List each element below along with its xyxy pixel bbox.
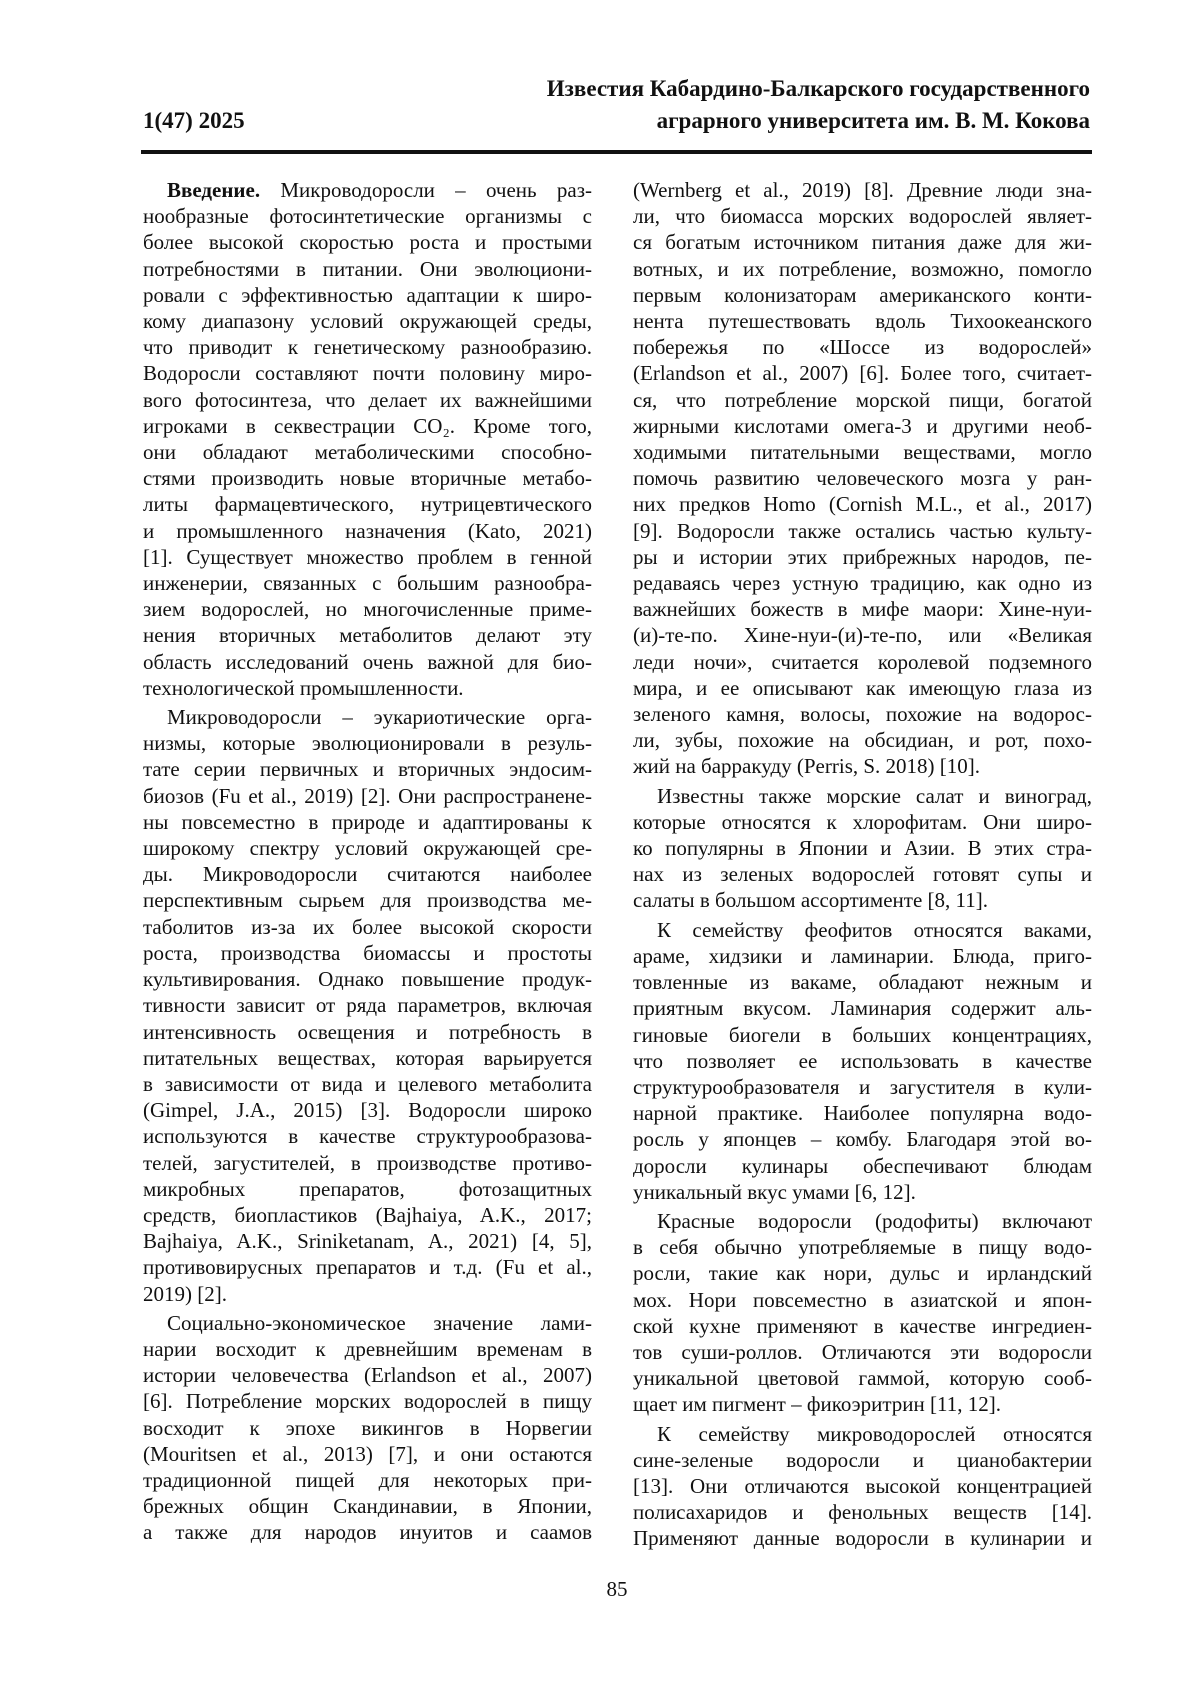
- text-line: редаваясь через устную традицию, как одно из: [633, 570, 1092, 596]
- text-line: перспективным сырьем для производства ме-: [143, 887, 592, 913]
- text-line: гиновые биогели в больших концентрациях,: [633, 1022, 1092, 1048]
- text-line: [143, 177, 592, 203]
- text-line: нента путешествовать вдоль Тихоокеанского: [633, 308, 1092, 334]
- text-line: культивирования. Однако повышение продук-: [143, 966, 592, 992]
- text-line: тов суши-роллов. Отличаются эти водоросли: [633, 1339, 1092, 1365]
- text-line: вотных, и их потребление, возможно, помогло: [633, 256, 1092, 282]
- text-line: брежных общин Скандинавии, в Японии,: [143, 1493, 592, 1519]
- text-line: первым колонизаторам американского конти-: [633, 282, 1092, 308]
- text-line: них предков Homo (Cornish M.L., et al., 2017): [633, 491, 1092, 517]
- text-line: ся богатым источником питания даже для жи-: [633, 229, 1092, 255]
- text-line: что приводит к генетическому разнообразию.: [143, 334, 592, 360]
- text-line: араме, хидзики и ламинарии. Блюда, приго-: [633, 943, 1092, 969]
- text-line: ры и истории этих прибрежных народов, пе-: [633, 544, 1092, 570]
- text-line: широкому спектру условий окружающей сре-: [143, 835, 592, 861]
- text-line: доросли кулинары обеспечивают блюдам: [633, 1153, 1092, 1179]
- text-line: технологической промышленности.: [143, 675, 592, 701]
- text-span: Микроводоросли – очень раз-: [260, 178, 592, 202]
- text-line: ской кухне применяют в качестве ингредиен-: [633, 1313, 1092, 1339]
- text-line: тате серии первичных и вторичных эндосим-: [143, 756, 592, 782]
- paragraph: [143, 704, 592, 1307]
- paragraph: [143, 1310, 592, 1546]
- text-line: нарии восходит к древнейшим временам в: [143, 1336, 592, 1362]
- text-line: ли, что биомасса морских водорослей являет-: [633, 203, 1092, 229]
- paragraph: [633, 1208, 1092, 1418]
- text-line: в зависимости от вида и целевого метаболита: [143, 1071, 592, 1097]
- text-line: жий на барракуду (Perris, S. 2018) [10].: [633, 753, 1092, 779]
- text-line: [13]. Они отличаются высокой концентрацией: [633, 1473, 1092, 1499]
- text-line: интенсивность освещения и потребность в: [143, 1019, 592, 1045]
- text-line: а также для народов инуитов и саамов: [143, 1519, 592, 1545]
- text-line: более высокой скоростью роста и простыми: [143, 229, 592, 255]
- text-line: кому диапазону условий окружающей среды,: [143, 308, 592, 334]
- paragraph: [633, 177, 1092, 780]
- text-line: уникальный вкус умами [6, 12].: [633, 1179, 1092, 1205]
- text-line: которые относятся к хлорофитам. Они широ-: [633, 809, 1092, 835]
- paragraph: [633, 1421, 1092, 1552]
- text-line: товленные из вакаме, обладают нежным и: [633, 969, 1092, 995]
- text-line: Известны также морские салат и виноград,: [633, 783, 1092, 809]
- text-line: стями производить новые вторичные метабо-: [143, 465, 592, 491]
- text-line: (Mouritsen et al., 2013) [7], и они остаются: [143, 1441, 592, 1467]
- text-line: ко популярны в Японии и Азии. В этих стра-: [633, 835, 1092, 861]
- text-line: биозов (Fu et al., 2019) [2]. Они распространене-: [143, 783, 592, 809]
- text-line: салаты в большом ассортименте [8, 11].: [633, 887, 1092, 913]
- text-line: телей, загустителей, в производстве противо-: [143, 1150, 592, 1176]
- text-line: литы фармацевтического, нутрицевтического: [143, 491, 592, 517]
- text-line: используются в качестве структурообразова-: [143, 1123, 592, 1149]
- paragraph: [143, 177, 592, 701]
- text-line: Водоросли составляют почти половину миро-: [143, 360, 592, 386]
- text-line: ли, зубы, похожие на обсидиан, и рот, похо-: [633, 727, 1092, 753]
- text-line: ны повсеместно в природе и адаптированы к: [143, 809, 592, 835]
- right-column: [633, 177, 1092, 1555]
- text-line: потребностями в питании. Они эволюциони-: [143, 256, 592, 282]
- text-line: низмы, которые эволюционировали в резуль-: [143, 730, 592, 756]
- text-line: таболитов из-за их более высокой скорости: [143, 914, 592, 940]
- text-line: 2019) [2].: [143, 1281, 592, 1307]
- text-line: Социально-экономическое значение лами-: [143, 1310, 592, 1336]
- left-column: [143, 177, 592, 1549]
- text-line: Микроводоросли – эукариотические орга-: [143, 704, 592, 730]
- text-line: микробных препаратов, фотозащитных: [143, 1176, 592, 1202]
- journal-title-line1: Известия Кабардино-Балкарского государственного: [547, 75, 1090, 103]
- text-line: леди ночи», считается королевой подземного: [633, 649, 1092, 675]
- text-line: они обладают метаболическими способно-: [143, 439, 592, 465]
- text-line: что позволяет ее использовать в качестве: [633, 1048, 1092, 1074]
- text-line: нения вторичных метаболитов делают эту: [143, 622, 592, 648]
- text-line: (и)-те-по. Хине-нуи-(и)-те-по, или «Великая: [633, 622, 1092, 648]
- text-line: Bajhaiya, A.K., Sriniketanam, A., 2021) [4, 5],: [143, 1228, 592, 1254]
- text-line: (Gimpel, J.A., 2015) [3]. Водоросли широко: [143, 1097, 592, 1123]
- text-line: ровали с эффективностью адаптации к широ-: [143, 282, 592, 308]
- text-line: щает им пигмент – фикоэритрин [11, 12].: [633, 1391, 1092, 1417]
- text-line: сине-зеленые водоросли и цианобактерии: [633, 1447, 1092, 1473]
- text-line: приятным вкусом. Ламинария содержит аль-: [633, 995, 1092, 1021]
- text-line: уникальной цветовой гаммой, которую сооб-: [633, 1365, 1092, 1391]
- text-line: К семейству микроводорослей относятся: [633, 1421, 1092, 1447]
- paragraph: [633, 783, 1092, 914]
- text-line: нообразные фотосинтетические организмы с: [143, 203, 592, 229]
- text-line: истории человечества (Erlandson et al., 2007): [143, 1362, 592, 1388]
- section-heading: Введение.: [167, 178, 260, 202]
- text-line: и промышленного назначения (Kato, 2021): [143, 518, 592, 544]
- text-line: мира, и ее описывают как имеющую глаза из: [633, 675, 1092, 701]
- text-line: [1]. Существует множество проблем в генной: [143, 544, 592, 570]
- text-line: полисахаридов и фенольных веществ [14].: [633, 1499, 1092, 1525]
- text-line: питательных веществах, которая варьируется: [143, 1045, 592, 1071]
- text-line: [6]. Потребление морских водорослей в пищу: [143, 1388, 592, 1414]
- text-line: зием водорослей, но многочисленные приме-: [143, 596, 592, 622]
- text-line: помочь развитию человеческого мозга у ран-: [633, 465, 1092, 491]
- text-line: структурообразователя и загустителя в кули-: [633, 1074, 1092, 1100]
- text-line: К семейству феофитов относятся ваками,: [633, 917, 1092, 943]
- text-line: нах из зеленых водорослей готовят супы и: [633, 861, 1092, 887]
- text-line: тивности зависит от ряда параметров, включая: [143, 992, 592, 1018]
- journal-title-line2: аграрного университета им. В. М. Кокова: [657, 107, 1090, 135]
- paragraph: [633, 917, 1092, 1205]
- text-line: игроками в секвестрации CO₂. Кроме того,: [143, 413, 592, 439]
- text-line: (Wernberg et al., 2019) [8]. Древние люди зна-: [633, 177, 1092, 203]
- text-line: Красные водоросли (родофиты) включают: [633, 1208, 1092, 1234]
- text-line: роста, производства биомассы и простоты: [143, 940, 592, 966]
- text-line: в себя обычно употребляемые в пищу водо-: [633, 1234, 1092, 1260]
- text-line: ды. Микроводоросли считаются наиболее: [143, 861, 592, 887]
- text-line: ся, что потребление морской пищи, богатой: [633, 387, 1092, 413]
- text-line: важнейших божеств в мифе маори: Хине-нуи-: [633, 596, 1092, 622]
- text-line: Применяют данные водоросли в кулинарии и: [633, 1525, 1092, 1551]
- text-line: мох. Нори повсеместно в азиатской и япон-: [633, 1287, 1092, 1313]
- page-number: 85: [0, 1577, 1200, 1602]
- text-line: зеленого камня, волосы, похожие на водорос-: [633, 701, 1092, 727]
- text-line: восходит к эпохе викингов в Норвегии: [143, 1415, 592, 1441]
- text-line: [9]. Водоросли также остались частью культу-: [633, 518, 1092, 544]
- text-line: побережья по «Шоссе из водорослей»: [633, 334, 1092, 360]
- text-line: нарной практике. Наиболее популярна водо-: [633, 1100, 1092, 1126]
- text-line: противовирусных препаратов и т.д. (Fu et al.,: [143, 1254, 592, 1280]
- text-line: росль у японцев – комбу. Благодаря этой во-: [633, 1126, 1092, 1152]
- text-line: росли, такие как нори, дульс и ирландский: [633, 1260, 1092, 1286]
- text-line: ходимыми питательными веществами, могло: [633, 439, 1092, 465]
- text-line: средств, биопластиков (Bajhaiya, A.K., 2017;: [143, 1202, 592, 1228]
- text-line: вого фотосинтеза, что делает их важнейшими: [143, 387, 592, 413]
- text-line: жирными кислотами омега-3 и другими необ-: [633, 413, 1092, 439]
- issue-number: 1(47) 2025: [143, 107, 245, 135]
- text-line: традиционной пищей для некоторых при-: [143, 1467, 592, 1493]
- text-line: (Erlandson et al., 2007) [6]. Более того, считает-: [633, 360, 1092, 386]
- text-line: область исследований очень важной для био-: [143, 649, 592, 675]
- text-line: инженерии, связанных с большим разнообра-: [143, 570, 592, 596]
- header-divider: [141, 150, 1092, 154]
